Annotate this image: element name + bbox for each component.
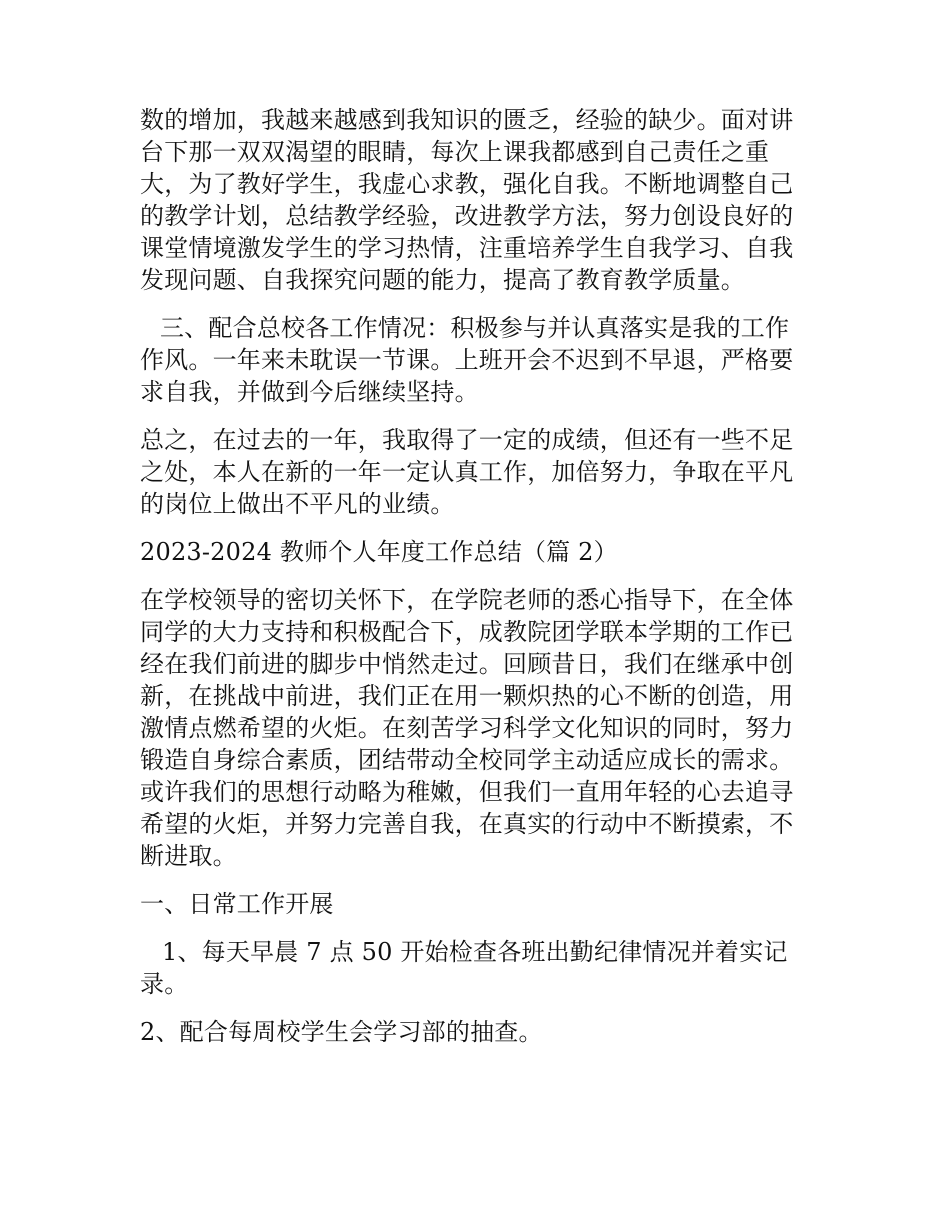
text-line: 经在我们前进的脚步中悄然走过。回顾昔日，我们在继承中创 (140, 650, 794, 678)
text-line: 大，为了教好学生，我虚心求教，强化自我。不断地调整自己 (140, 170, 794, 198)
text-line: 作风。一年来未耽误一节课。上班开会不迟到不早退，严格要 (140, 346, 794, 374)
document-page (140, 104, 812, 1064)
text-line: 1、每天早晨 7 点 50 开始检查各班出勤纪律情况并着实记 (162, 938, 788, 966)
text-line: 激情点燃希望的火炬。在刻苦学习科学文化知识的同时，努力 (140, 714, 794, 742)
text-line: 在学校领导的密切关怀下，在学院老师的悉心指导下，在全体 (140, 586, 794, 614)
text-line: 课堂情境激发学生的学习热情，注重培养学生自我学习、自我 (140, 234, 794, 262)
text-line: 锻造自身综合素质，团结带动全校同学主动适应成长的需求。 (140, 746, 794, 774)
text-line: 数的增加，我越来越感到我知识的匮乏，经验的缺少。面对讲 (140, 106, 794, 134)
text-line: 断进取。 (140, 842, 237, 870)
text-line: 或许我们的思想行动略为稚嫩，但我们一直用年轻的心去追寻 (140, 778, 794, 806)
heading-line: 2023-2024 教师个人年度工作总结（篇 2） (140, 538, 618, 566)
section-heading-daily-work (140, 888, 812, 920)
heading-line: 一、日常工作开展 (140, 890, 334, 918)
paragraph-intro-part-2 (140, 584, 812, 872)
text-line: 2、配合每周校学生会学习部的抽查。 (140, 1018, 543, 1046)
text-line: 总之，在过去的一年，我取得了一定的成绩，但还有一些不足 (140, 426, 794, 454)
list-item-2 (140, 1016, 812, 1048)
paragraph-section-three (140, 312, 812, 408)
text-line: 台下那一双双渴望的眼睛，每次上课我都感到自己责任之重 (140, 138, 770, 166)
text-line: 希望的火炬，并努力完善自我，在真实的行动中不断摸索，不 (140, 810, 794, 838)
paragraph-conclusion (140, 424, 812, 520)
text-line: 新，在挑战中前进，我们正在用一颗炽热的心不断的创造，用 (140, 682, 794, 710)
text-line: 同学的大力支持和积极配合下，成教院团学联本学期的工作已 (140, 618, 794, 646)
text-line: 发现问题、自我探究问题的能力，提高了教育教学质量。 (140, 266, 745, 294)
text-line: 之处，本人在新的一年一定认真工作，加倍努力，争取在平凡 (140, 458, 794, 486)
text-line: 的岗位上做出不平凡的业绩。 (140, 490, 455, 518)
text-line: 的教学计划，总结教学经验，改进教学方法，努力创设良好的 (140, 202, 794, 230)
section-heading-part-2 (140, 536, 812, 568)
paragraph-teaching-reflection (140, 104, 812, 296)
text-line: 三、配合总校各工作情况：积极参与并认真落实是我的工作 (160, 314, 790, 342)
text-line: 录。 (140, 970, 189, 998)
list-item-1 (140, 936, 812, 1000)
text-line: 求自我，并做到今后继续坚持。 (140, 378, 479, 406)
